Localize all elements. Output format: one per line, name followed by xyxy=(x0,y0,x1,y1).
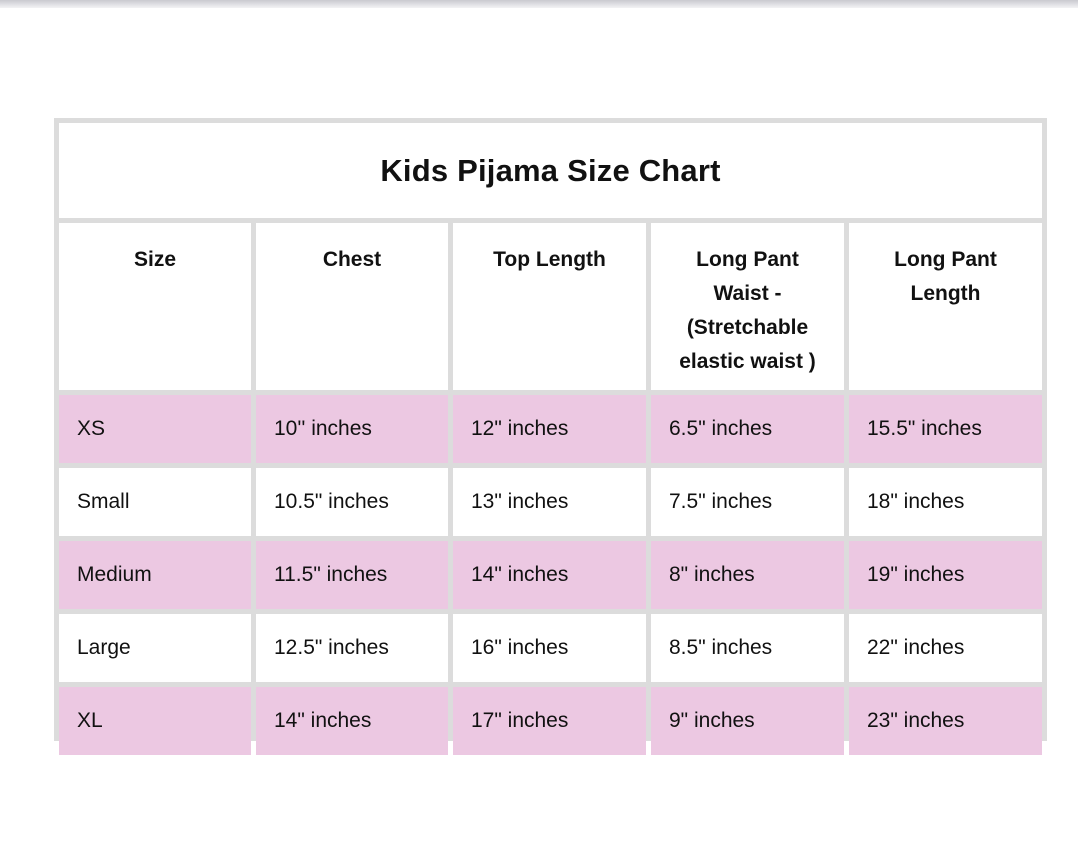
header-chest-label: Chest xyxy=(322,248,382,271)
cell-chest: 12.5" inches xyxy=(256,614,448,682)
header-top-length-label: Top Length xyxy=(493,248,606,271)
header-chest xyxy=(256,223,448,390)
header-long-pant-length xyxy=(849,223,1042,390)
size-grid xyxy=(59,223,1042,755)
cell-pant-waist: 7.5" inches xyxy=(651,468,844,536)
header-size-label: Size xyxy=(133,248,177,271)
cell-size: Large xyxy=(59,614,251,682)
cell-size: Small xyxy=(59,468,251,536)
cell-chest: 10'' inches xyxy=(256,395,448,463)
cell-chest: 11.5" inches xyxy=(256,541,448,609)
header-long-pant-waist xyxy=(651,223,844,390)
cell-pant-waist: 8.5" inches xyxy=(651,614,844,682)
cell-top-length: 12" inches xyxy=(453,395,646,463)
header-long-pant-waist-label: Long Pant Waist - (Stretchable elastic waist ) xyxy=(679,248,816,373)
cell-size: XS xyxy=(59,395,251,463)
cell-pant-waist: 8" inches xyxy=(651,541,844,609)
cell-top-length: 16" inches xyxy=(453,614,646,682)
cell-chest: 10.5" inches xyxy=(256,468,448,536)
cell-top-length: 13" inches xyxy=(453,468,646,536)
header-top-length xyxy=(453,223,646,390)
size-chart-table xyxy=(54,118,1047,741)
cell-pant-waist: 6.5" inches xyxy=(651,395,844,463)
cell-chest: 14" inches xyxy=(256,687,448,755)
cell-size: Medium xyxy=(59,541,251,609)
cell-pant-length: 15.5" inches xyxy=(849,395,1042,463)
cell-pant-length: 19" inches xyxy=(849,541,1042,609)
header-long-pant-length-label: Long Pant Length xyxy=(894,248,997,305)
cell-pant-waist: 9" inches xyxy=(651,687,844,755)
cell-pant-length: 18" inches xyxy=(849,468,1042,536)
cell-top-length: 14" inches xyxy=(453,541,646,609)
top-edge-bar xyxy=(0,0,1078,8)
table-title: Kids Pijama Size Chart xyxy=(59,123,1042,218)
cell-pant-length: 22" inches xyxy=(849,614,1042,682)
header-size xyxy=(59,223,251,390)
cell-pant-length: 23" inches xyxy=(849,687,1042,755)
cell-size: XL xyxy=(59,687,251,755)
cell-top-length: 17" inches xyxy=(453,687,646,755)
